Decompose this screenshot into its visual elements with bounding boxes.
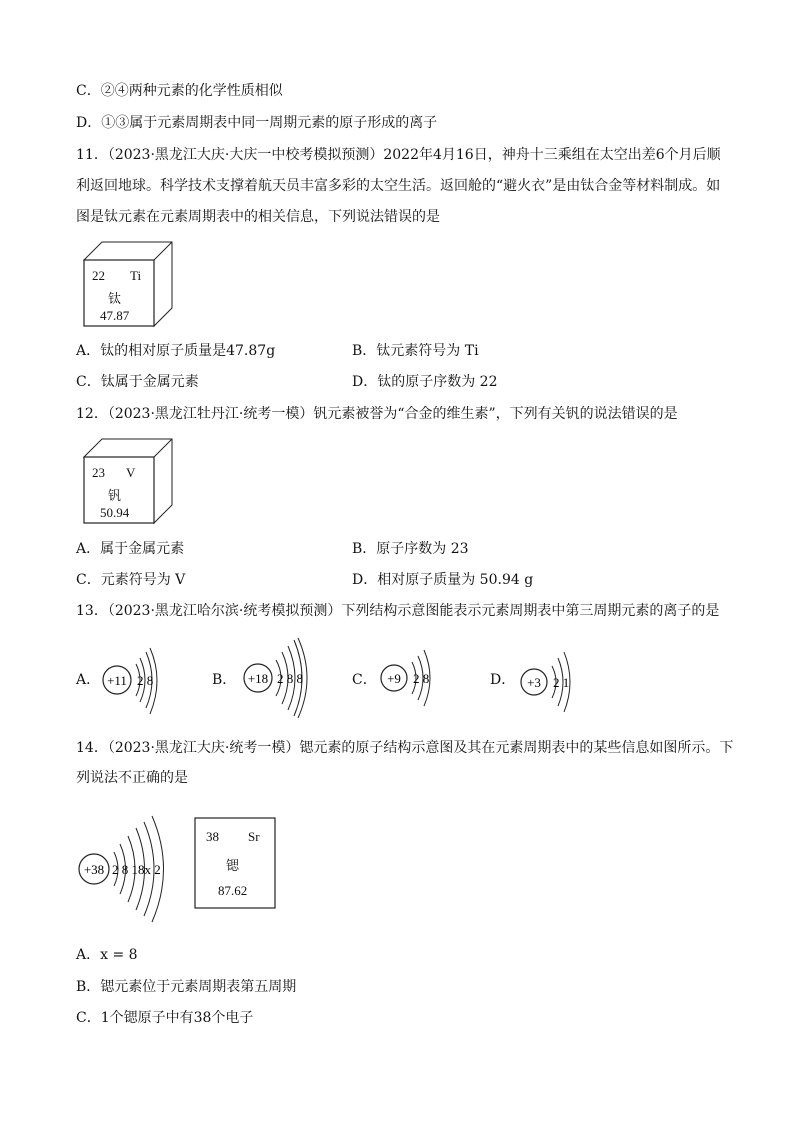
q12-option-d: D．相对原子质量为 50.94 g bbox=[352, 572, 534, 588]
q11-stem-line-2: 利返回地球。科学技术支撑着航天员丰富多彩的太空生活。返回舱的“避火衣”是由钛合金等材料制成。如 bbox=[76, 178, 721, 194]
electron-shells: 2 8 bbox=[413, 671, 430, 686]
option-letter: C． bbox=[352, 672, 377, 688]
q13-option-b bbox=[212, 636, 332, 720]
atomic-number: 23 bbox=[92, 465, 105, 480]
nucleus-charge: +11 bbox=[107, 673, 127, 688]
atom-structure-diagram bbox=[100, 640, 190, 720]
electron-shells: 2 8 8 bbox=[277, 671, 303, 686]
option-letter: D． bbox=[490, 672, 516, 688]
q14-option-a: A．x = 8 bbox=[76, 947, 138, 963]
q12-option-c: C．元素符号为 V bbox=[76, 572, 186, 588]
nucleus-charge: +3 bbox=[527, 675, 541, 690]
q11-element-tile-titanium bbox=[82, 240, 174, 330]
nucleus-charge: +9 bbox=[387, 671, 401, 686]
electron-shells: 2 8 bbox=[137, 673, 154, 688]
atomic-mass: 47.87 bbox=[100, 308, 130, 323]
atomic-mass: 87.62 bbox=[218, 883, 248, 898]
q11-stem-line-1: 11．（2023·黑龙江大庆·大庆一中校考模拟预测）2022年4月16日，神舟十三乘组在太空出差6个月后顺 bbox=[76, 147, 721, 163]
element-symbol: Sr bbox=[248, 829, 260, 844]
q11-option-b: B．钛元素符号为 Ti bbox=[352, 343, 479, 359]
q13-option-a bbox=[76, 640, 186, 720]
q13-option-c bbox=[352, 640, 462, 720]
nucleus-charge: +18 bbox=[247, 671, 269, 686]
q14-option-b: B．锶元素位于元素周期表第五周期 bbox=[76, 979, 297, 995]
q14-stem-line-1: 14．（2023·黑龙江大庆·统考一模）锶元素的原子结构示意图及其在元素周期表中的某些信息如图所示。下 bbox=[76, 740, 734, 756]
option-letter: A． bbox=[76, 672, 101, 688]
q14-element-tile-strontium bbox=[194, 817, 276, 909]
atomic-mass: 50.94 bbox=[100, 505, 130, 520]
atom-structure-diagram bbox=[516, 640, 606, 720]
q11-option-a: A．钛的相对原子质量是47.87g bbox=[76, 343, 276, 359]
q14-stem-line-2: 列说法不正确的是 bbox=[76, 770, 188, 786]
q12-stem: 12．（2023·黑龙江牡丹江·统考一模）钒元素被誉为“合金的维生素”，下列有关钒的说法错误的是 bbox=[76, 406, 678, 422]
electron-shells: 2 8 18x 2 bbox=[112, 862, 161, 877]
q12-option-a: A．属于金属元素 bbox=[76, 541, 185, 557]
q11-stem-line-3: 图是钛元素在元素周期表中的相关信息，下列说法错误的是 bbox=[76, 209, 440, 225]
q13-option-d bbox=[490, 640, 600, 720]
q13-stem: 13．（2023·黑龙江哈尔滨·统考模拟预测）下列结构示意图能表示元素周期表中第三周期元素的离子的是 bbox=[76, 603, 720, 619]
element-symbol: V bbox=[126, 465, 136, 480]
nucleus-charge: +38 bbox=[83, 862, 105, 877]
element-name: 钛 bbox=[108, 291, 122, 306]
q10-option-d: D．①③属于元素周期表中同一周期元素的原子形成的离子 bbox=[76, 115, 438, 131]
element-name: 锶 bbox=[226, 858, 240, 873]
atom-structure-diagram bbox=[234, 636, 334, 720]
element-name: 钒 bbox=[108, 488, 122, 503]
q12-element-tile-vanadium bbox=[82, 437, 174, 527]
atomic-number: 38 bbox=[206, 829, 219, 844]
strontium-atom-structure-diagram bbox=[74, 814, 194, 924]
q10-option-c: C．②④两种元素的化学性质相似 bbox=[76, 83, 283, 99]
option-letter: B． bbox=[212, 672, 237, 688]
q12-option-b: B．原子序数为 23 bbox=[352, 541, 469, 557]
q14-option-c: C．1个锶原子中有38个电子 bbox=[76, 1010, 254, 1026]
atom-structure-diagram bbox=[376, 640, 466, 720]
atomic-number: 22 bbox=[92, 268, 105, 283]
element-symbol: Ti bbox=[130, 268, 142, 283]
q11-option-c: C．钛属于金属元素 bbox=[76, 374, 199, 390]
q11-option-d: D．钛的原子序数为 22 bbox=[352, 374, 498, 390]
electron-shells: 2 1 bbox=[553, 675, 570, 690]
